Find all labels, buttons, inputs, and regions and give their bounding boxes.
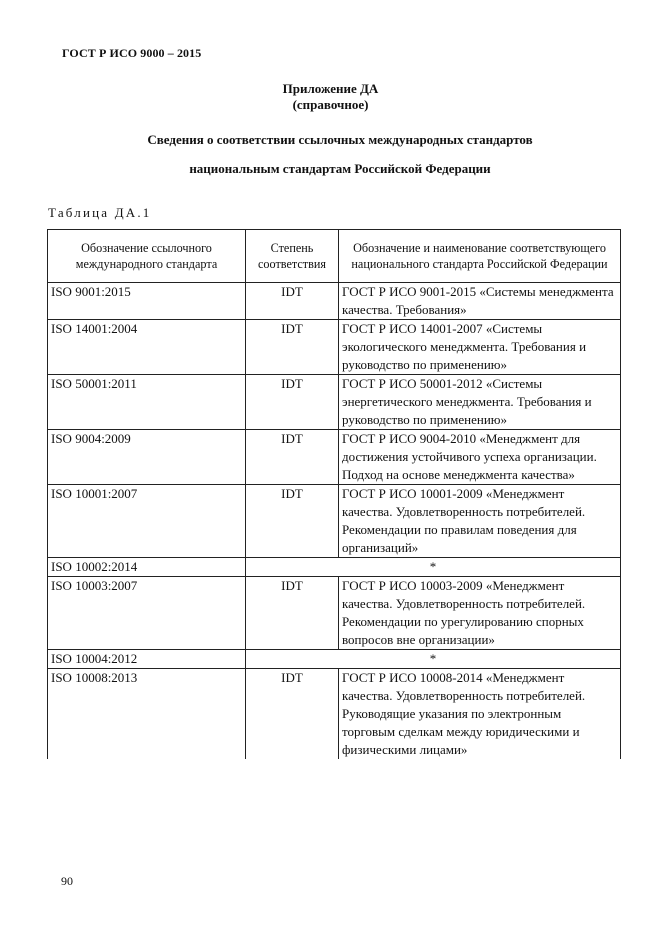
table-row: [48, 485, 621, 558]
appendix-subtitle: (справочное): [292, 97, 369, 112]
cell-degree: IDT: [246, 669, 339, 760]
cell-intl: ISO 10004:2012: [48, 650, 246, 669]
cell-intl: ISO 10003:2007: [48, 577, 246, 650]
table-row: [48, 669, 621, 760]
cell-degree: IDT: [246, 320, 339, 375]
cell-national: ГОСТ Р ИСО 10003-2009 «Менеджмент качества. Удовлетворенность потребителей. Рекомендации по урегулированию спорных вопросов вне организации»: [339, 577, 621, 650]
cell-degree: IDT: [246, 430, 339, 485]
standards-table-container: [47, 229, 620, 759]
column-header-national: Обозначение и наименование соответствующего национального стандарта Российской Федерации: [339, 230, 621, 283]
column-header-degree: Степень соответствия: [246, 230, 339, 283]
document-code: ГОСТ Р ИСО 9000 – 2015: [62, 46, 202, 60]
cell-national: ГОСТ Р ИСО 10001-2009 «Менеджмент качества. Удовлетворенность потребителей. Рекомендации по правилам поведения для организаций»: [339, 485, 621, 558]
table-row: [48, 577, 621, 650]
cell-national: ГОСТ Р ИСО 10008-2014 «Менеджмент качества. Удовлетворенность потребителей. Руководящие указания по электронным торговым сделкам между юридическими и физическими лицами»: [339, 669, 621, 760]
cell-degree-footnote-mark: *: [246, 650, 621, 669]
column-header-intl: Обозначение ссылочного международного стандарта: [48, 230, 246, 283]
page-number: 90: [61, 874, 73, 888]
cell-national: ГОСТ Р ИСО 9001-2015 «Системы менеджмента качества. Требования»: [339, 283, 621, 320]
section-heading-line-1: Сведения о соответствии ссылочных международных стандартов: [147, 132, 533, 147]
cell-national: ГОСТ Р ИСО 50001-2012 «Системы энергетического менеджмента. Требования и руководство по применению»: [339, 375, 621, 430]
cell-intl: ISO 10008:2013: [48, 669, 246, 760]
table-row: [48, 650, 621, 669]
cell-degree: IDT: [246, 283, 339, 320]
cell-degree: IDT: [246, 375, 339, 430]
cell-intl: ISO 9004:2009: [48, 430, 246, 485]
cell-intl: ISO 50001:2011: [48, 375, 246, 430]
cell-intl: ISO 9001:2015: [48, 283, 246, 320]
section-heading-line-2: национальным стандартам Российской Федерации: [189, 161, 491, 176]
cell-intl: ISO 10001:2007: [48, 485, 246, 558]
cell-intl: ISO 14001:2004: [48, 320, 246, 375]
cell-national: ГОСТ Р ИСО 14001-2007 «Системы экологического менеджмента. Требования и руководство по применению»: [339, 320, 621, 375]
table-row: [48, 320, 621, 375]
table-caption: Таблица ДА.1: [48, 205, 152, 220]
appendix-title: Приложение ДА: [282, 81, 379, 96]
table-row: [48, 283, 621, 320]
cell-intl: ISO 10002:2014: [48, 558, 246, 577]
cell-degree-footnote-mark: *: [246, 558, 621, 577]
cell-national: ГОСТ Р ИСО 9004-2010 «Менеджмент для достижения устойчивого успеха организации. Подход на основе менеджмента качества»: [339, 430, 621, 485]
table-row: [48, 430, 621, 485]
standards-correspondence-table: [47, 229, 621, 759]
table-row: [48, 558, 621, 577]
table-row: [48, 375, 621, 430]
cell-degree: IDT: [246, 485, 339, 558]
table-header-row: [48, 230, 621, 283]
cell-degree: IDT: [246, 577, 339, 650]
